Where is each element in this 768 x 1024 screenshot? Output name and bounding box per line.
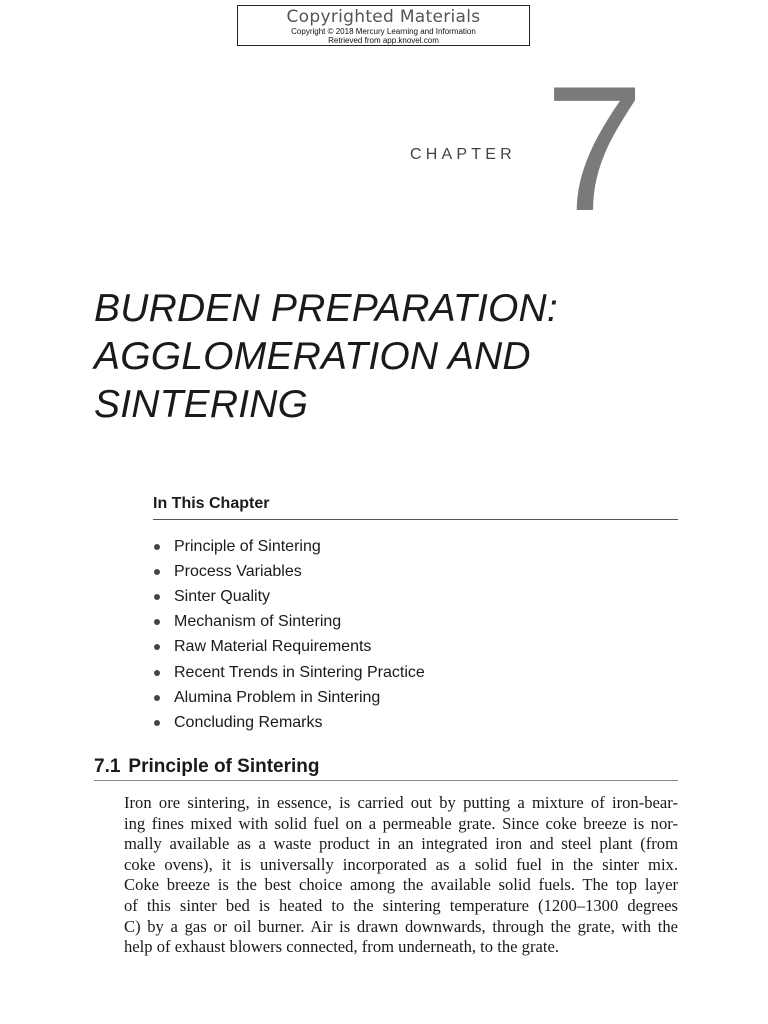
body-paragraph (124, 793, 678, 958)
list-item (152, 559, 425, 584)
section-number: 7.1 (94, 756, 121, 777)
list-item-label: Concluding Remarks (174, 713, 323, 731)
section-heading (94, 756, 320, 778)
bullet-icon (154, 544, 160, 550)
list-item-label: Recent Trends in Sintering Practice (174, 663, 425, 681)
retrieved-from-notice: Retrieved from app.knovel.com (328, 36, 439, 45)
chapter-title (94, 285, 694, 429)
bullet-icon (154, 670, 160, 676)
chapter-label: CHAPTER (410, 146, 516, 163)
paragraph-line: mally available as a waste product in an integrated iron and steel plant (from (124, 834, 678, 854)
list-item-label: Alumina Problem in Sintering (174, 688, 381, 706)
bullet-icon (154, 695, 160, 701)
copyright-title: Copyrighted Materials (286, 7, 481, 27)
bullet-icon (154, 569, 160, 575)
list-item (152, 660, 425, 685)
chapter-title-line: BURDEN PREPARATION: (94, 287, 558, 330)
bullet-icon (154, 594, 160, 600)
list-item (152, 610, 425, 635)
paragraph-line: ing fines mixed with solid fuel on a permeable grate. Since coke breeze is nor- (124, 813, 678, 833)
section-divider (94, 780, 678, 781)
copyright-watermark-box (237, 5, 530, 46)
chapter-title-line: SINTERING (94, 383, 309, 426)
list-item (152, 635, 425, 660)
list-item-label: Principle of Sintering (174, 537, 321, 555)
paragraph-line: of this sinter bed is heated to the sintering temperature (1200–1300 degrees (124, 895, 678, 915)
chapter-contents-list (152, 534, 425, 736)
list-item (152, 685, 425, 710)
list-item-label: Mechanism of Sintering (174, 613, 342, 631)
list-item-label: Raw Material Requirements (174, 638, 372, 656)
paragraph-line: Iron ore sintering, in essence, is carried out by putting a mixture of iron-bear- (124, 793, 678, 812)
list-item (152, 584, 425, 609)
paragraph-line: help of exhaust blowers connected, from underneath, to the grate. (124, 937, 559, 957)
toc-divider (153, 519, 678, 520)
paragraph-line: C) by a gas or oil burner. Air is drawn downwards, through the grate, with the (124, 916, 678, 936)
in-this-chapter-heading: In This Chapter (153, 495, 270, 512)
bullet-icon (154, 720, 160, 726)
paragraph-line: coke ovens), it is universally incorporated as a solid fuel in the sinter mix. (124, 854, 678, 874)
bullet-icon (154, 619, 160, 625)
paragraph-line: Coke breeze is the best choice among the available solid fuels. The top layer (124, 875, 678, 895)
list-item-label: Sinter Quality (174, 587, 271, 605)
list-item-label: Process Variables (174, 562, 302, 580)
list-item (152, 534, 425, 559)
copyright-notice: Copyright © 2018 Mercury Learning and Information (291, 27, 476, 36)
chapter-title-line: AGGLOMERATION AND (94, 335, 531, 378)
list-item (152, 710, 425, 735)
chapter-number: 7 (545, 49, 644, 248)
section-title: Principle of Sintering (128, 756, 320, 777)
bullet-icon (154, 644, 160, 650)
